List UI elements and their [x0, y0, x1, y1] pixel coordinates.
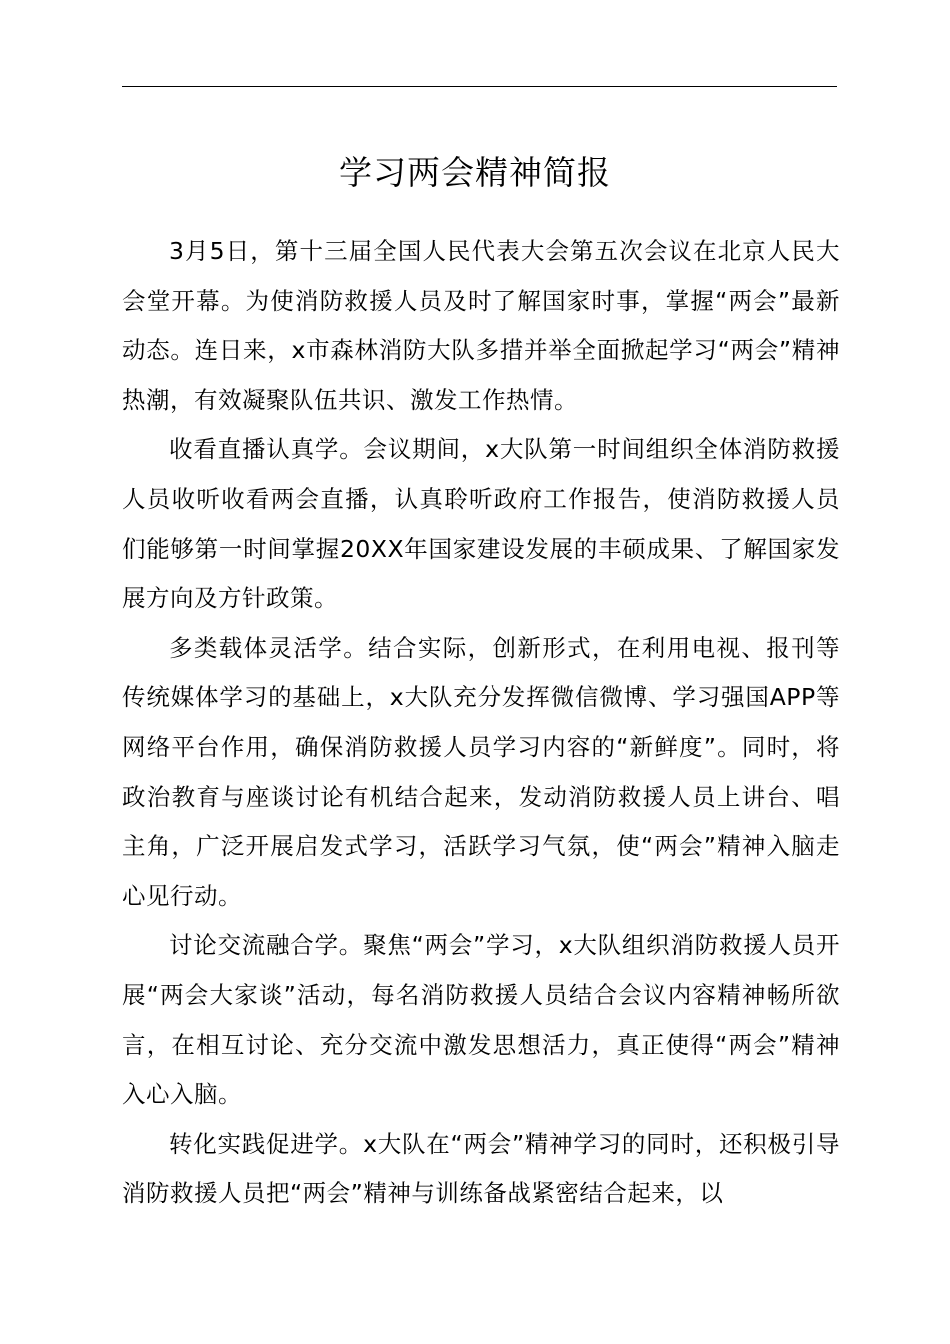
paragraph-discussion: 讨论交流融合学。聚焦“两会”学习，x大队组织消防救援人员开展“两会大家谈”活动，每名消防救援人员结合会议内容精神畅所欲言，在相互讨论、充分交流中激发思想活力，真正使得“两会”精神入心入脑。 [122, 931, 840, 1109]
paragraph-practice: 转化实践促进学。x大队在“两会”精神学习的同时，还积极引导消防救援人员把“两会”精神与训练备战紧密结合起来，以 [122, 1129, 840, 1208]
paragraph-intro: 3月5日，第十三届全国人民代表大会第五次会议在北京人民大会堂开幕。为使消防救援人员及时了解国家时事，掌握“两会”最新动态。连日来，x市森林消防大队多措并举全面掀起学习“两会”精神热潮，有效凝聚队伍共识、激发工作热情。 [122, 237, 840, 414]
paragraph-live-broadcast: 收看直播认真学。会议期间，x大队第一时间组织全体消防救援人员收听收看两会直播，认真聆听政府工作报告，使消防救援人员们能够第一时间掌握20XX年国家建设发展的丰硕成果、了解国家发展方向及方针政策。 [122, 435, 840, 613]
paragraph-multi-carrier: 多类载体灵活学。结合实际，创新形式，在利用电视、报刊等传统媒体学习的基础上，x大队充分发挥微信微博、学习强国APP等网络平台作用，确保消防救援人员学习内容的“新鲜度”。同时，将政治教育与座谈讨论有机结合起来，发动消防救援人员上讲台、唱主角，广泛开展启发式学习，活跃学习气氛，使“两会”精神入脑走心见行动。 [122, 633, 840, 910]
document-title: 学习两会精神简报 [339, 153, 611, 192]
header-rule [122, 86, 837, 87]
document-body [122, 227, 840, 1219]
